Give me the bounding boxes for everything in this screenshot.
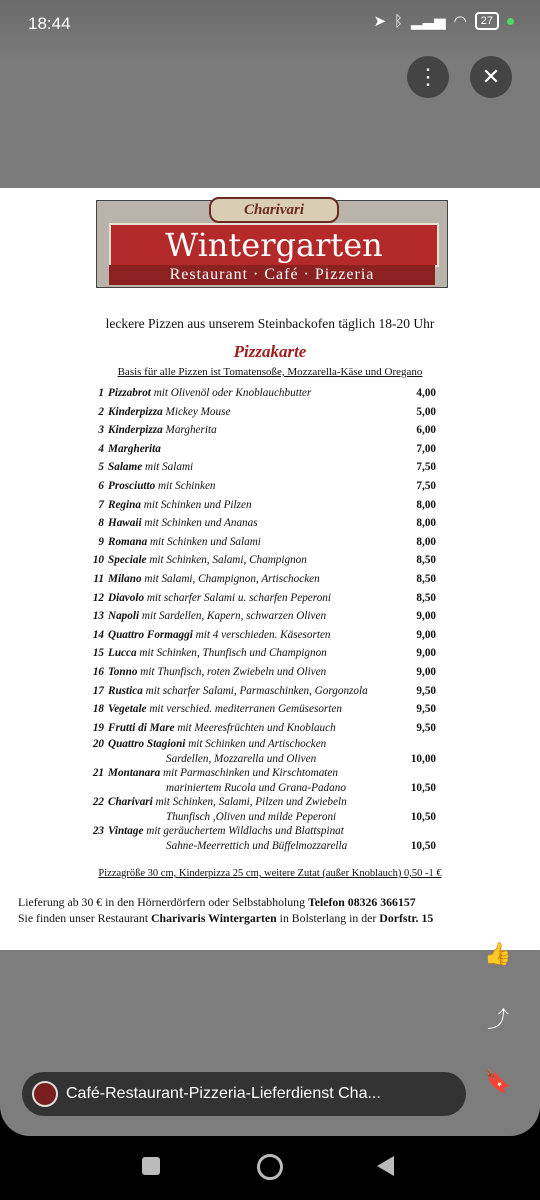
item-name: Napoli [108,610,140,623]
item-price: 9,00 [416,610,436,623]
source-link-chip[interactable] [22,1072,466,1116]
item-price: 8,00 [416,517,436,530]
item-number: 2 [98,405,104,418]
menu-item [88,607,448,626]
item-price: 7,00 [416,442,436,455]
item-number: 15 [92,647,104,660]
phone-text: Telefon 08326 366157 [307,895,416,909]
item-description [108,766,448,795]
item-details: mit Schinken und Pilzen [143,498,252,511]
item-number: 9 [98,535,104,548]
menu-item [88,551,448,570]
menu-item [88,421,448,440]
like-button[interactable] [478,934,518,974]
item-description [108,607,448,626]
more-options-button[interactable] [407,56,449,98]
item-number: 17 [92,684,104,697]
item-name: Tonno [108,665,138,678]
menu-item [88,440,448,459]
item-price: 9,50 [416,721,436,734]
item-price: 4,00 [416,387,436,399]
item-number: 16 [92,665,104,678]
navigation-bar [0,1136,540,1200]
item-details: mit Salami, Champignon, Artischocken [144,572,320,585]
location-text: Sie finden unser Restaurant [18,911,152,925]
item-name: Romana [108,535,148,548]
item-name: Montanara [108,767,161,780]
share-icon: ⤴ [486,1006,509,1032]
item-name: Kinderpizza [108,424,163,437]
item-number: 11 [93,572,104,585]
item-number: 10 [92,554,104,567]
close-button[interactable] [470,56,512,98]
item-number: 8 [98,517,104,530]
item-name: Kinderpizza [108,405,163,418]
signal-icon: ▂▃▅ [411,13,446,30]
item-details: mit Meeresfrüchten und Knoblauch [177,721,336,734]
address-text: Dorfstr. 15 [379,911,434,925]
item-details: mit verschied. mediterranen Gemüsesorten [149,703,342,716]
item-details: mit scharfer Salami, Parmaschinken, Gorgonzola [145,684,368,697]
thumb-up-icon: 👍 [484,941,512,966]
delivery-line-1 [18,894,433,910]
status-bar [0,0,540,50]
item-details: mit Schinken, Thunfisch und Champignon [139,647,327,660]
item-number: 13 [92,610,104,623]
item-number: 5 [98,461,104,474]
menu-item [88,795,448,824]
item-details: mit Schinken und Salami [149,535,261,548]
menu-item [88,514,448,533]
item-name: Salame [108,461,143,474]
menu-item [88,477,448,496]
item-number: 19 [92,721,104,734]
privacy-dot-icon [507,18,514,25]
source-title: Café-Restaurant-Pizzeria-Lieferdienst Cha... [66,1085,381,1102]
item-description [108,440,448,459]
item-description [108,384,448,403]
item-price: 8,00 [416,498,436,511]
item-price: 10,00 [410,752,436,765]
item-name: Margherita [108,442,161,455]
item-details: mit Olivenöl oder Knoblauchbutter [153,387,312,399]
back-button[interactable] [377,1156,394,1176]
item-description [108,533,448,552]
item-price: 7,50 [416,479,436,492]
item-details-2: Sahne-Meerrettich und Büffelmozzarella [166,839,348,852]
status-time: 18:44 [28,14,71,33]
item-description [108,477,448,496]
item-number: 22 [92,796,104,809]
item-details: mit scharfer Salami u. scharfen Peperoni [146,591,332,604]
item-name: Charivari [108,796,153,809]
item-details: Margherita [165,424,217,437]
item-details: mit Sardellen, Kapern, schwarzen Oliven [141,610,327,623]
location-text-2: in Bolsterlang in der [276,911,380,925]
item-name: Pizzabrot [108,387,151,399]
bluetooth-icon: ᛒ [394,12,404,30]
item-price: 9,00 [416,665,436,678]
menu-item [88,644,448,663]
item-price: 8,50 [416,572,436,585]
basis-text: Basis für alle Pizzen ist Tomatensoße, Mozzarella-Käse und Oregano [117,366,423,378]
item-number: 1 [98,387,104,399]
item-details-2: Sardellen, Mozzarella und Oliven [166,752,317,765]
item-details: Mickey Mouse [165,405,231,418]
battery-icon: 27 [475,12,499,30]
status-icons [373,12,514,30]
more-vert-icon: ⋮ [417,64,439,89]
logo-sub-text: Restaurant · Café · Pizzeria [109,265,435,285]
item-number: 23 [92,825,104,838]
menu-item [88,682,448,701]
menu-item [88,719,448,738]
item-description [108,719,448,738]
item-name: Regina [108,498,141,511]
item-price: 9,50 [416,684,436,697]
menu-item [88,589,448,608]
site-favicon-icon [32,1081,58,1107]
item-number: 12 [92,591,104,604]
menu-item [88,824,448,853]
item-number: 14 [92,628,104,641]
item-number: 6 [98,479,104,492]
item-name: Diavolo [108,591,145,604]
item-number: 4 [98,442,104,455]
item-description [108,663,448,682]
item-name: Vegetale [108,703,147,716]
item-description [108,403,448,422]
item-price: 6,00 [416,424,436,437]
item-price: 9,00 [416,628,436,641]
item-details: mit Schinken und Ananas [144,517,258,530]
item-description [108,589,448,608]
item-number: 20 [92,738,104,751]
restaurant-logo [96,200,448,288]
pizza-list [88,384,448,853]
item-details: mit geräuchertem Wildlachs und Blattspinat [146,825,344,838]
item-description [108,737,448,766]
bookmark-icon: 🔖 [484,1069,512,1094]
item-number: 3 [98,424,104,437]
item-name: Lucca [108,647,137,660]
item-name: Frutti di Mare [108,721,175,734]
item-description [108,551,448,570]
item-price: 8,50 [416,554,436,567]
item-price: 9,50 [416,703,436,716]
item-name: Hawaii [108,517,142,530]
item-price: 10,50 [410,839,436,852]
item-details-2: Thunfisch ,Oliven und milde Peperoni [166,810,337,823]
item-price: 9,00 [416,647,436,660]
wifi-icon: ◠ [453,13,467,30]
item-name: Speciale [108,554,147,567]
bookmark-button[interactable] [478,1062,518,1102]
item-description [108,514,448,533]
menu-title: Pizzakarte [233,342,307,361]
menu-item [88,384,448,403]
item-description [108,824,448,853]
item-description [108,570,448,589]
delivery-line-2 [18,910,433,926]
item-number: 7 [98,498,104,511]
item-name: Quattro Stagioni [108,738,186,751]
item-name: Prosciutto [108,479,156,492]
item-price: 8,00 [416,535,436,548]
item-details: mit Salami [144,461,194,474]
menu-item [88,496,448,515]
menu-item [88,458,448,477]
menu-item [88,766,448,795]
menu-image [0,188,540,950]
item-details: mit Schinken [158,479,216,492]
recents-button[interactable] [142,1157,160,1175]
menu-item [88,700,448,719]
logo-top-text: Charivari [209,197,339,223]
home-button[interactable] [257,1154,283,1180]
intro-text: leckere Pizzen aus unserem Steinbackofen täglich 18-20 Uhr [105,316,435,331]
menu-item [88,737,448,766]
item-name: Vintage [108,825,144,838]
item-description [108,682,448,701]
item-name: Rustica [108,684,143,697]
item-description [108,644,448,663]
item-price: 7,50 [416,461,436,474]
delivery-info [18,894,433,926]
item-description [108,496,448,515]
item-description [108,700,448,719]
item-details: mit Parmaschinken und Kirschtomaten [163,767,338,780]
item-description [108,626,448,645]
menu-item [88,403,448,422]
item-price: 8,50 [416,591,436,604]
item-details-2: mariniertem Rucola und Grana-Padano [166,781,346,794]
item-number: 18 [92,703,104,716]
item-details: mit Thunfisch, roten Zwiebeln und Oliven [140,665,327,678]
menu-item [88,626,448,645]
menu-item [88,570,448,589]
item-details: mit Schinken, Salami, Pilzen und Zwiebeln [155,796,347,809]
sizes-text: Pizzagröße 30 cm, Kinderpizza 25 cm, weitere Zutat (außer Knoblauch) 0,50 -1 € [98,868,442,879]
item-name: Quattro Formaggi [108,628,193,641]
close-icon: ✕ [481,64,501,89]
location-icon: ➤ [373,13,387,30]
item-price: 10,50 [410,781,436,794]
item-description [108,458,448,477]
item-details: mit Schinken, Salami, Champignon [149,554,307,567]
item-description [108,795,448,824]
logo-main-text: Wintergarten [109,223,439,267]
delivery-text: Lieferung ab 30 € in den Hörnerdörfern oder Selbstabholung [18,895,308,909]
item-description [108,421,448,440]
item-price: 5,00 [416,405,436,418]
menu-item [88,663,448,682]
menu-item [88,533,448,552]
item-name: Milano [108,572,142,585]
item-details: mit Schinken und Artischocken [188,738,327,751]
restaurant-name: Charivaris Wintergarten [151,911,277,925]
item-number: 21 [92,767,104,780]
share-button[interactable] [478,998,518,1038]
item-details: mit 4 verschieden. Käsesorten [195,628,331,641]
item-price: 10,50 [410,810,436,823]
